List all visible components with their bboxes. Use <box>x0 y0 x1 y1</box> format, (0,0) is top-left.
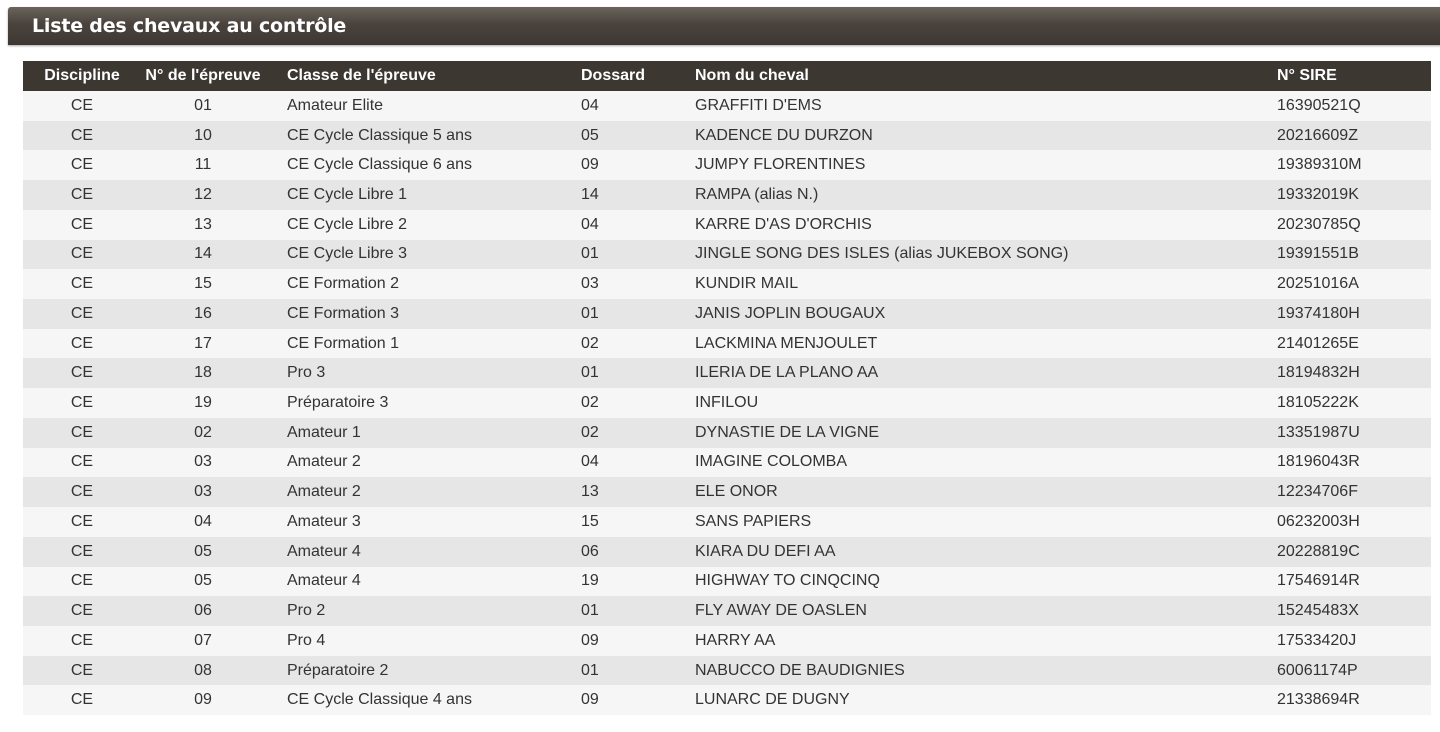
cell-classe-epreuve: CE Cycle Classique 4 ans <box>287 691 472 709</box>
cell-sire: 20251016A <box>1277 275 1359 293</box>
table-row[interactable] <box>23 448 1431 478</box>
cell-sire: 20228819C <box>1277 542 1360 560</box>
table-row[interactable] <box>23 477 1431 507</box>
cell-sire: 06232003H <box>1277 512 1360 530</box>
cell-dossard: 09 <box>581 691 599 709</box>
cell-dossard: 09 <box>581 631 599 649</box>
cell-discipline: CE <box>70 304 94 322</box>
table-row[interactable] <box>23 656 1431 686</box>
cell-numero-epreuve: 05 <box>194 542 212 560</box>
cell-nom-cheval: FLY AWAY DE OASLEN <box>695 602 867 620</box>
cell-classe-epreuve: CE Cycle Libre 2 <box>287 215 408 233</box>
table-row[interactable] <box>23 299 1431 329</box>
cell-dossard: 04 <box>581 96 599 114</box>
table-row[interactable] <box>23 626 1431 656</box>
table-row[interactable] <box>23 240 1431 270</box>
cell-discipline: CE <box>70 661 94 679</box>
cell-sire: 19374180H <box>1277 304 1360 322</box>
cell-numero-epreuve: 13 <box>194 215 212 233</box>
table-header-row <box>23 61 1431 91</box>
cell-nom-cheval: GRAFFITI D'EMS <box>695 96 822 114</box>
cell-sire: 12234706F <box>1277 483 1358 501</box>
cell-dossard: 01 <box>581 364 599 382</box>
table-row[interactable] <box>23 567 1431 597</box>
cell-dossard: 01 <box>581 304 599 322</box>
cell-dossard: 09 <box>581 156 599 174</box>
page-title: Liste des chevaux au contrôle <box>32 15 347 37</box>
cell-dossard: 02 <box>581 334 599 352</box>
cell-numero-epreuve: 02 <box>194 423 212 441</box>
column-header-numero-epreuve[interactable]: N° de l'épreuve <box>145 67 261 84</box>
table-body <box>23 91 1431 715</box>
cell-discipline: CE <box>70 364 94 382</box>
cell-sire: 18105222K <box>1277 394 1359 412</box>
cell-numero-epreuve: 08 <box>194 661 212 679</box>
cell-nom-cheval: KARRE D'AS D'ORCHIS <box>695 215 872 233</box>
cell-classe-epreuve: Amateur 3 <box>287 512 361 530</box>
cell-sire: 18194832H <box>1277 364 1360 382</box>
cell-classe-epreuve: Pro 2 <box>287 602 326 620</box>
cell-dossard: 01 <box>581 602 599 620</box>
table-row[interactable] <box>23 269 1431 299</box>
cell-sire: 13351987U <box>1277 423 1360 441</box>
cell-classe-epreuve: Amateur Elite <box>287 96 384 114</box>
cell-nom-cheval: KIARA DU DEFI AA <box>695 542 836 560</box>
cell-classe-epreuve: Pro 3 <box>287 364 326 382</box>
cell-sire: 15245483X <box>1277 602 1359 620</box>
table-row[interactable] <box>23 418 1431 448</box>
cell-numero-epreuve: 04 <box>194 512 212 530</box>
cell-classe-epreuve: CE Cycle Classique 5 ans <box>287 126 472 144</box>
cell-sire: 60061174P <box>1277 661 1358 679</box>
cell-discipline: CE <box>70 215 94 233</box>
cell-nom-cheval: LACKMINA MENJOULET <box>695 334 878 352</box>
cell-classe-epreuve: CE Formation 3 <box>287 304 400 322</box>
cell-discipline: CE <box>70 334 94 352</box>
table-row[interactable] <box>23 507 1431 537</box>
cell-classe-epreuve: CE Cycle Libre 1 <box>287 186 408 204</box>
cell-nom-cheval: IMAGINE COLOMBA <box>695 453 848 471</box>
table-row[interactable] <box>23 685 1431 715</box>
cell-sire: 16390521Q <box>1277 96 1361 114</box>
column-header-sire[interactable]: N° SIRE <box>1277 67 1337 84</box>
cell-nom-cheval: HARRY AA <box>695 631 776 649</box>
cell-sire: 21338694R <box>1277 691 1360 709</box>
cell-classe-epreuve: Préparatoire 3 <box>287 394 389 412</box>
table-row[interactable] <box>23 180 1431 210</box>
cell-nom-cheval: LUNARC DE DUGNY <box>695 691 850 709</box>
cell-dossard: 01 <box>581 661 599 679</box>
column-header-discipline[interactable]: Discipline <box>44 67 120 84</box>
cell-classe-epreuve: CE Cycle Classique 6 ans <box>287 156 472 174</box>
cell-dossard: 01 <box>581 245 599 263</box>
column-header-dossard[interactable]: Dossard <box>581 67 646 84</box>
cell-numero-epreuve: 12 <box>194 186 212 204</box>
cell-discipline: CE <box>70 275 94 293</box>
cell-nom-cheval: INFILOU <box>695 394 759 412</box>
cell-discipline: CE <box>70 483 94 501</box>
table-row[interactable] <box>23 358 1431 388</box>
cell-sire: 20230785Q <box>1277 215 1361 233</box>
cell-classe-epreuve: Préparatoire 2 <box>287 661 389 679</box>
table-row[interactable] <box>23 388 1431 418</box>
panel-header <box>8 7 1440 45</box>
cell-discipline: CE <box>70 453 94 471</box>
cell-classe-epreuve: Pro 4 <box>287 631 326 649</box>
cell-numero-epreuve: 17 <box>194 334 212 352</box>
cell-discipline: CE <box>70 572 94 590</box>
cell-numero-epreuve: 01 <box>194 96 212 114</box>
cell-classe-epreuve: Amateur 2 <box>287 453 361 471</box>
cell-sire: 21401265E <box>1277 334 1359 352</box>
column-header-classe-epreuve[interactable]: Classe de l'épreuve <box>287 67 436 84</box>
cell-dossard: 15 <box>581 512 599 530</box>
cell-classe-epreuve: Amateur 2 <box>287 483 361 501</box>
cell-discipline: CE <box>70 186 94 204</box>
cell-numero-epreuve: 18 <box>194 364 212 382</box>
cell-numero-epreuve: 16 <box>194 304 212 322</box>
horses-table <box>23 61 1431 715</box>
cell-classe-epreuve: CE Formation 2 <box>287 275 400 293</box>
cell-nom-cheval: KADENCE DU DURZON <box>695 126 873 144</box>
cell-discipline: CE <box>70 542 94 560</box>
cell-discipline: CE <box>70 245 94 263</box>
table-row[interactable] <box>23 150 1431 180</box>
table-row[interactable] <box>23 91 1431 121</box>
cell-numero-epreuve: 15 <box>194 275 212 293</box>
cell-sire: 20216609Z <box>1277 126 1358 144</box>
cell-numero-epreuve: 07 <box>194 631 212 649</box>
cell-discipline: CE <box>70 631 94 649</box>
cell-sire: 17546914R <box>1277 572 1360 590</box>
cell-numero-epreuve: 03 <box>194 453 212 471</box>
cell-nom-cheval: KUNDIR MAIL <box>695 275 799 293</box>
cell-discipline: CE <box>70 126 94 144</box>
table-row[interactable] <box>23 596 1431 626</box>
cell-nom-cheval: JANIS JOPLIN BOUGAUX <box>695 304 886 322</box>
cell-sire: 19389310M <box>1277 156 1362 174</box>
cell-nom-cheval: NABUCCO DE BAUDIGNIES <box>695 661 905 679</box>
cell-numero-epreuve: 14 <box>194 245 212 263</box>
cell-sire: 19391551B <box>1277 245 1359 263</box>
cell-discipline: CE <box>70 394 94 412</box>
cell-numero-epreuve: 11 <box>194 156 212 174</box>
cell-dossard: 02 <box>581 423 599 441</box>
cell-classe-epreuve: CE Formation 1 <box>287 334 400 352</box>
cell-numero-epreuve: 09 <box>194 691 212 709</box>
cell-dossard: 03 <box>581 275 599 293</box>
cell-numero-epreuve: 10 <box>194 126 212 144</box>
cell-sire: 17533420J <box>1277 631 1357 649</box>
cell-dossard: 06 <box>581 542 599 560</box>
cell-dossard: 19 <box>581 572 599 590</box>
cell-numero-epreuve: 05 <box>194 572 212 590</box>
table-row[interactable] <box>23 329 1431 359</box>
table-header <box>23 61 1431 91</box>
cell-sire: 19332019K <box>1277 186 1359 204</box>
cell-dossard: 13 <box>581 483 599 501</box>
cell-discipline: CE <box>70 423 94 441</box>
cell-nom-cheval: RAMPA (alias N.) <box>695 186 819 204</box>
cell-nom-cheval: ILERIA DE LA PLANO AA <box>695 364 879 382</box>
cell-dossard: 05 <box>581 126 599 144</box>
table-row[interactable] <box>23 121 1431 151</box>
cell-dossard: 02 <box>581 394 599 412</box>
cell-nom-cheval: SANS PAPIERS <box>695 512 812 530</box>
cell-classe-epreuve: CE Cycle Libre 3 <box>287 245 408 263</box>
cell-numero-epreuve: 19 <box>194 394 212 412</box>
cell-dossard: 14 <box>581 186 599 204</box>
table-row[interactable] <box>23 210 1431 240</box>
table-row[interactable] <box>23 537 1431 567</box>
cell-discipline: CE <box>70 96 94 114</box>
cell-discipline: CE <box>70 512 94 530</box>
cell-nom-cheval: JUMPY FLORENTINES <box>695 156 866 174</box>
cell-classe-epreuve: Amateur 4 <box>287 542 361 560</box>
cell-numero-epreuve: 06 <box>194 602 212 620</box>
cell-discipline: CE <box>70 156 94 174</box>
cell-nom-cheval: HIGHWAY TO CINQCINQ <box>695 572 880 590</box>
horses-table-container <box>23 61 1431 715</box>
cell-numero-epreuve: 03 <box>194 483 212 501</box>
cell-classe-epreuve: Amateur 4 <box>287 572 361 590</box>
cell-discipline: CE <box>70 602 94 620</box>
cell-nom-cheval: DYNASTIE DE LA VIGNE <box>695 423 880 441</box>
cell-nom-cheval: ELE ONOR <box>695 483 778 501</box>
cell-nom-cheval: JINGLE SONG DES ISLES (alias JUKEBOX SONG) <box>695 245 1069 263</box>
cell-sire: 18196043R <box>1277 453 1360 471</box>
cell-dossard: 04 <box>581 453 599 471</box>
column-header-nom-cheval[interactable]: Nom du cheval <box>695 67 809 84</box>
cell-dossard: 04 <box>581 215 599 233</box>
cell-discipline: CE <box>70 691 94 709</box>
cell-classe-epreuve: Amateur 1 <box>287 423 361 441</box>
